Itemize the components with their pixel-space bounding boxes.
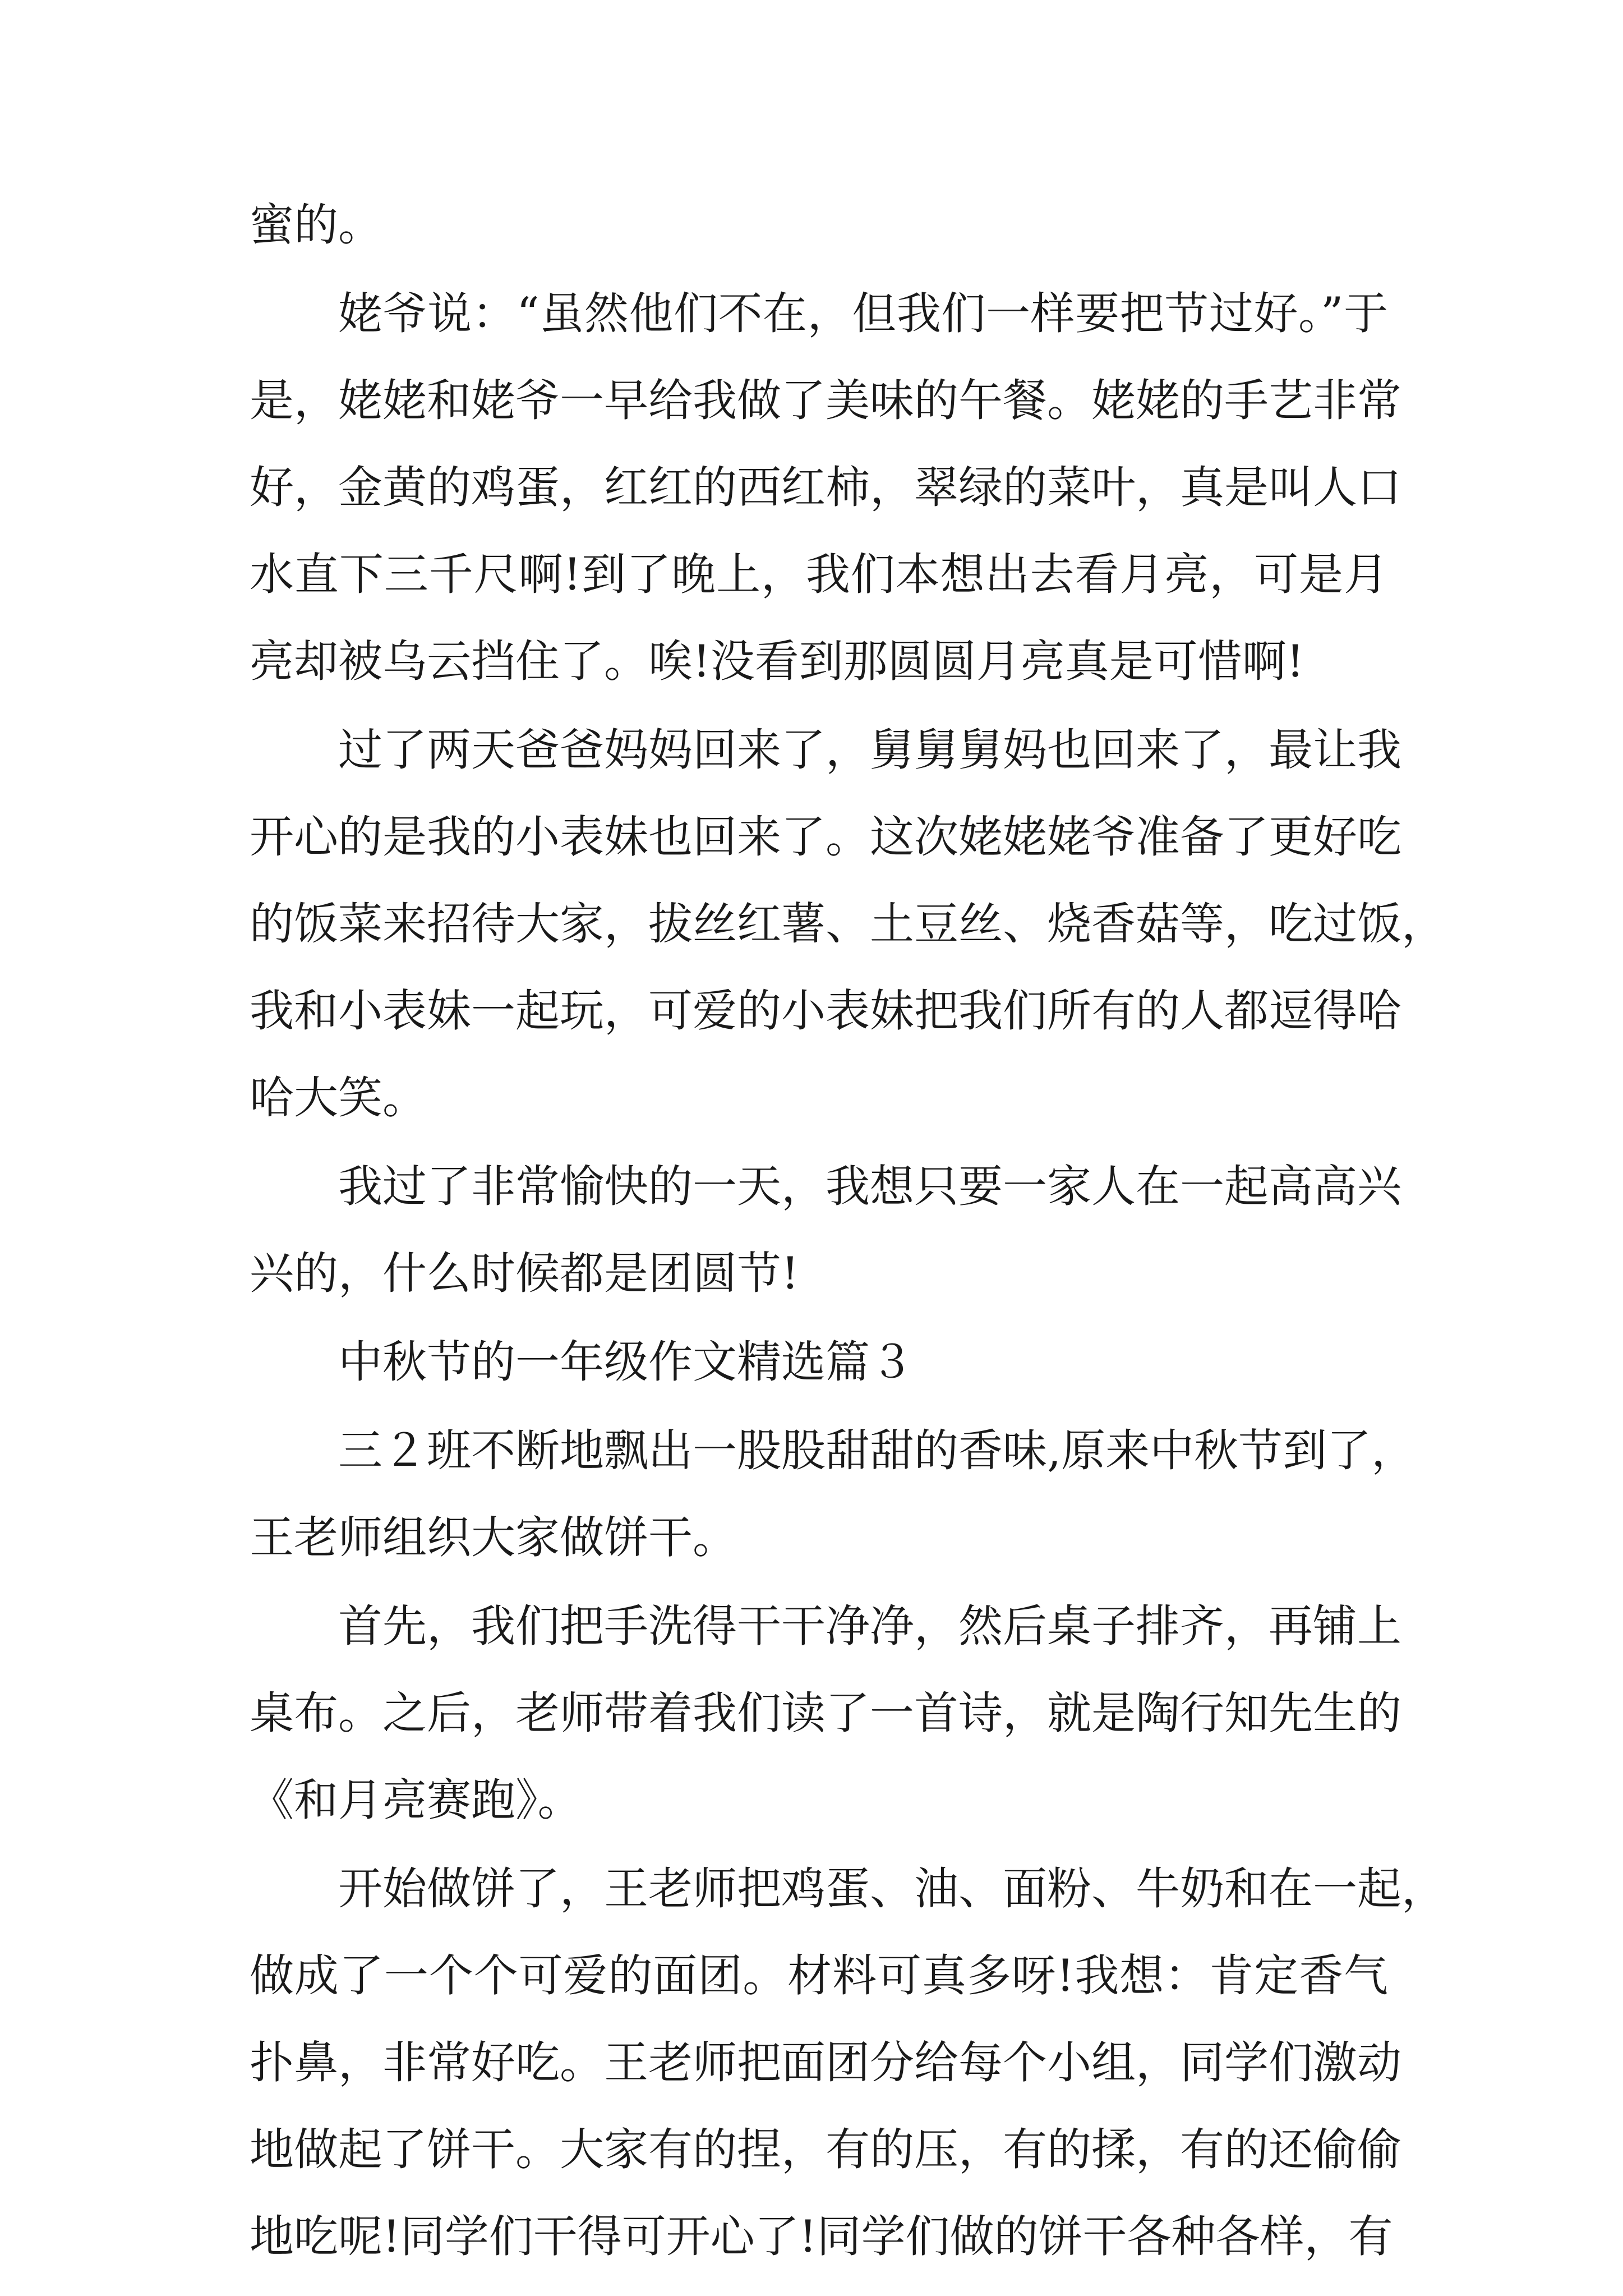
paragraph-line: 好，金黄的鸡蛋，红红的西红柿，翠绿的菜叶，真是叫人口: [250, 462, 1401, 513]
paragraph-line: 首先，我们把手洗得干干净净，然后桌子排齐，再铺上: [338, 1600, 1401, 1652]
section-heading: 中秋节的一年级作文精选篇３: [338, 1336, 914, 1388]
paragraph-line: 开始做饼了，王老师把鸡蛋、油、面粉、牛奶和在一起，: [338, 1863, 1446, 1915]
paragraph-line: 桌布。之后，老师带着我们读了一首诗，就是陶行知先生的: [250, 1687, 1401, 1739]
paragraph-line: 姥爷说：“虽然他们不在，但我们一样要把节过好。”于: [338, 288, 1388, 339]
paragraph-line: 兴的，什么时候都是团圆节!: [250, 1248, 799, 1299]
paragraph-line: 地吃呢!同学们干得可开心了!同学们做的饼干各种各样，有: [250, 2211, 1393, 2262]
paragraph-line: 是，姥姥和姥爷一早给我做了美味的午餐。姥姥的手艺非常: [250, 375, 1401, 426]
paragraph-line: 王老师组织大家做饼干。: [250, 1512, 737, 1563]
paragraph-line: 过了两天爸爸妈妈回来了，舅舅舅妈也回来了，最让我: [338, 724, 1401, 776]
paragraph-line: 《和月亮赛跑》。: [250, 1774, 582, 1826]
paragraph-line: 地做起了饼干。大家有的捏，有的压，有的揉，有的还偷偷: [250, 2124, 1401, 2175]
paragraph-line: 蜜的。: [250, 199, 382, 251]
paragraph-line: 水直下三千尺啊!到了晚上，我们本想出去看月亮，可是月: [250, 549, 1388, 600]
paragraph-line: 哈大笑。: [250, 1072, 427, 1124]
paragraph-line: 开心的是我的小表妹也回来了。这次姥姥姥爷准备了更好吃: [250, 811, 1401, 863]
paragraph-line: 扑鼻，非常好吃。王老师把面团分给每个小组，同学们激动: [250, 2037, 1401, 2088]
paragraph-line: 我和小表妹一起玩，可爱的小表妹把我们所有的人都逗得哈: [250, 985, 1401, 1037]
paragraph-line: 三２班不断地飘出一股股甜甜的香味,原来中秋节到了，: [338, 1425, 1416, 1476]
paragraph-line: 的饭菜来招待大家，拔丝红薯、土豆丝、烧香菇等，吃过饭，: [250, 898, 1446, 950]
paragraph-line: 做成了一个个可爱的面团。材料可真多呀!我想：肯定香气: [250, 1950, 1388, 2001]
paragraph-line: 我过了非常愉快的一天，我想只要一家人在一起高高兴: [338, 1161, 1401, 1212]
paragraph-line: 亮却被乌云挡住了。唉!没看到那圆圆月亮真是可惜啊!: [250, 636, 1304, 687]
